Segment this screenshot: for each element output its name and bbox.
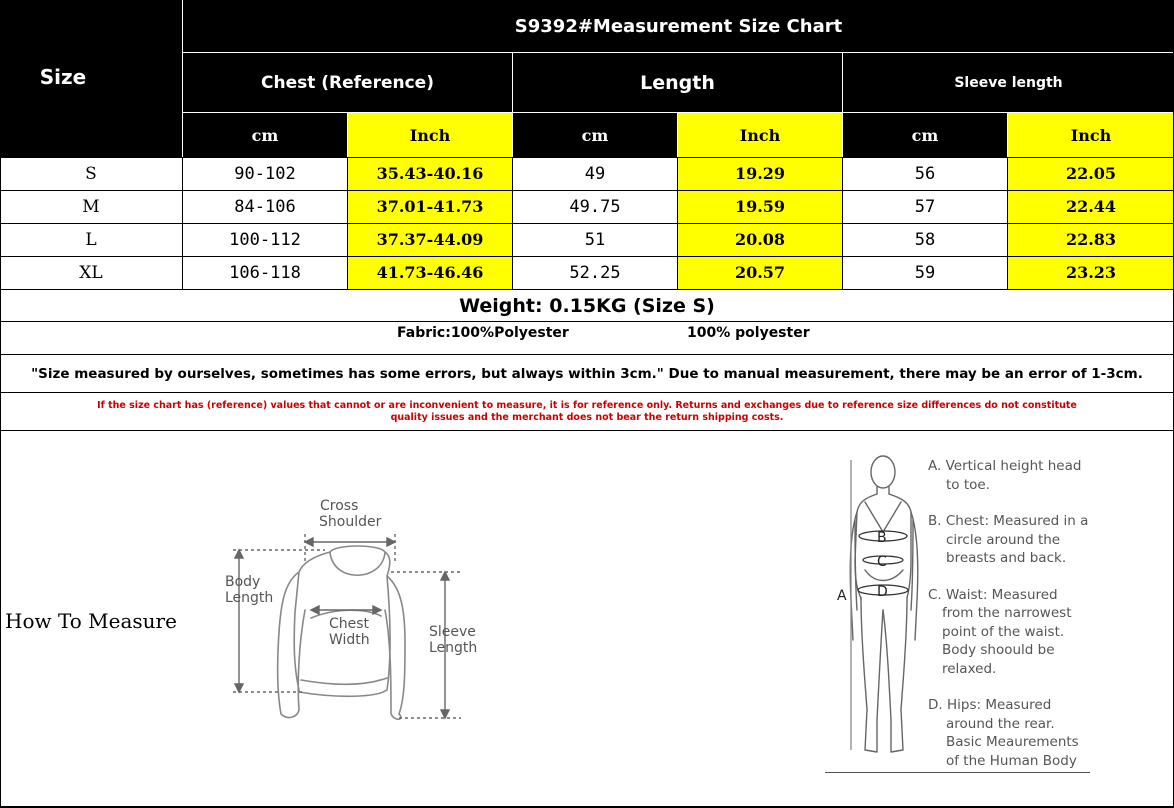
weight-text: Weight: 0.15KG (Size S) (459, 294, 715, 317)
unit-label: Inch (739, 125, 781, 145)
fabric-row (0, 322, 1174, 354)
note-c-2: from the narrowest (942, 605, 1072, 621)
note-a-2: to toe. (946, 476, 990, 493)
unit-header-sleeve-cm (843, 113, 1007, 157)
length-cm-cell: 49.75 (569, 196, 621, 217)
chest-inch-cell: 37.01-41.73 (376, 197, 484, 216)
chest-cm-cell: 100-112 (229, 229, 301, 250)
size-cell: L (85, 229, 97, 250)
size-cell: S (85, 163, 97, 184)
group-chest-label: Chest (Reference) (261, 72, 434, 93)
letter-a: A (837, 588, 847, 604)
note-d-2: around the rear. (946, 715, 1055, 732)
sleeve-cm-cell: 58 (914, 229, 936, 250)
note-b-3: breasts and back. (946, 550, 1067, 566)
sweater-diagram (215, 492, 485, 732)
label-cross-shoulder-2: Shoulder (319, 514, 382, 530)
chest-inch-cell: 41.73-46.46 (376, 263, 484, 282)
note-b-2: circle around the (946, 531, 1061, 548)
fabric-text-2: 100% polyester (687, 325, 810, 341)
disclaimer-text: "Size measured by ourselves, sometimes has some errors, but always within 3cm." Due to manual measurement, there may be an error of 1-3cm. (31, 365, 1143, 382)
group-length-label: Length (640, 71, 715, 94)
note-c-3: point of the waist. (942, 623, 1065, 640)
length-cm-cell: 52.25 (569, 262, 621, 283)
length-cm-cell: 49 (584, 163, 606, 184)
unit-label: cm (581, 125, 609, 145)
chest-inch-cell: 35.43-40.16 (376, 164, 484, 183)
unit-header-chest-inch (348, 113, 512, 157)
unit-header-chest-cm (183, 113, 347, 157)
fabric-text-1: Fabric:100%Polyester (397, 325, 569, 341)
unit-label: Inch (409, 125, 451, 145)
size-cell: M (82, 196, 100, 217)
disclaimer-row (0, 355, 1174, 392)
label-sleeve-length-2: Length (429, 640, 478, 656)
label-cross-shoulder-1: Cross (320, 498, 359, 514)
sleeve-inch-cell: 23.23 (1065, 263, 1117, 282)
sleeve-inch-cell: 22.44 (1065, 197, 1117, 216)
label-sleeve-length-1: Sleeve (429, 624, 476, 640)
size-header (0, 0, 182, 157)
length-inch-cell: 19.59 (734, 197, 786, 216)
unit-header-length-cm (513, 113, 677, 157)
group-header-length (513, 53, 842, 112)
how-to-measure-title: How To Measure (5, 609, 177, 633)
unit-label: cm (911, 125, 939, 145)
label-body-length-1: Body (225, 574, 261, 590)
note-a-1: A. Vertical height head (928, 458, 1082, 474)
unit-header-sleeve-inch (1008, 113, 1174, 157)
chest-inch-cell: 37.37-44.09 (376, 230, 484, 249)
unit-label: Inch (1070, 125, 1112, 145)
chart-title-text: S9392#Measurement Size Chart (514, 15, 843, 37)
label-chest-width-2: Width (329, 632, 370, 648)
sleeve-cm-cell: 57 (914, 196, 936, 217)
group-header-sleeve (843, 53, 1174, 112)
group-sleeve-label: Sleeve length (954, 74, 1063, 91)
chest-cm-cell: 84-106 (234, 196, 296, 217)
size-header-label: Size (39, 64, 87, 89)
note-d-4: of the Human Body (946, 752, 1077, 769)
body-figure-diagram (825, 450, 925, 775)
sleeve-cm-cell: 56 (914, 163, 936, 184)
sleeve-cm-cell: 59 (914, 262, 936, 283)
chest-cm-cell: 90-102 (234, 163, 296, 184)
sleeve-inch-cell: 22.83 (1065, 230, 1117, 249)
note-c-1: C. Waist: Measured (928, 586, 1058, 603)
weight-row (0, 290, 1174, 321)
letter-b: B (877, 530, 887, 546)
body-notes (928, 457, 1128, 770)
unit-label: cm (251, 125, 279, 145)
letter-d: D (877, 584, 888, 600)
warning-text: If the size chart has (reference) values that cannot or are inconvenient to measure, it is for reference only. Returns and exchanges due to reference size differences do not constitute quality issues and the merchant does not bear the return shipping costs. (97, 399, 1077, 423)
length-inch-cell: 19.29 (734, 164, 786, 183)
note-c-5: relaxed. (942, 660, 997, 677)
length-cm-cell: 51 (584, 229, 606, 250)
length-inch-cell: 20.57 (734, 263, 786, 282)
group-header-chest (183, 53, 512, 112)
warning-row (0, 393, 1174, 430)
label-chest-width-1: Chest (329, 616, 370, 632)
letter-c: C (877, 554, 887, 570)
note-d-3: Basic Meaurements (946, 734, 1079, 750)
note-c-4: Body shoould be (942, 642, 1055, 658)
note-b-1: B. Chest: Measured in a (928, 513, 1089, 529)
label-body-length-2: Length (225, 590, 274, 606)
chart-title (183, 0, 1174, 52)
unit-header-length-inch (678, 113, 842, 157)
chest-cm-cell: 106-118 (229, 262, 301, 283)
sleeve-inch-cell: 22.05 (1065, 164, 1117, 183)
length-inch-cell: 20.08 (734, 230, 786, 249)
size-cell: XL (79, 262, 103, 283)
note-d-1: D. Hips: Measured (928, 697, 1052, 713)
